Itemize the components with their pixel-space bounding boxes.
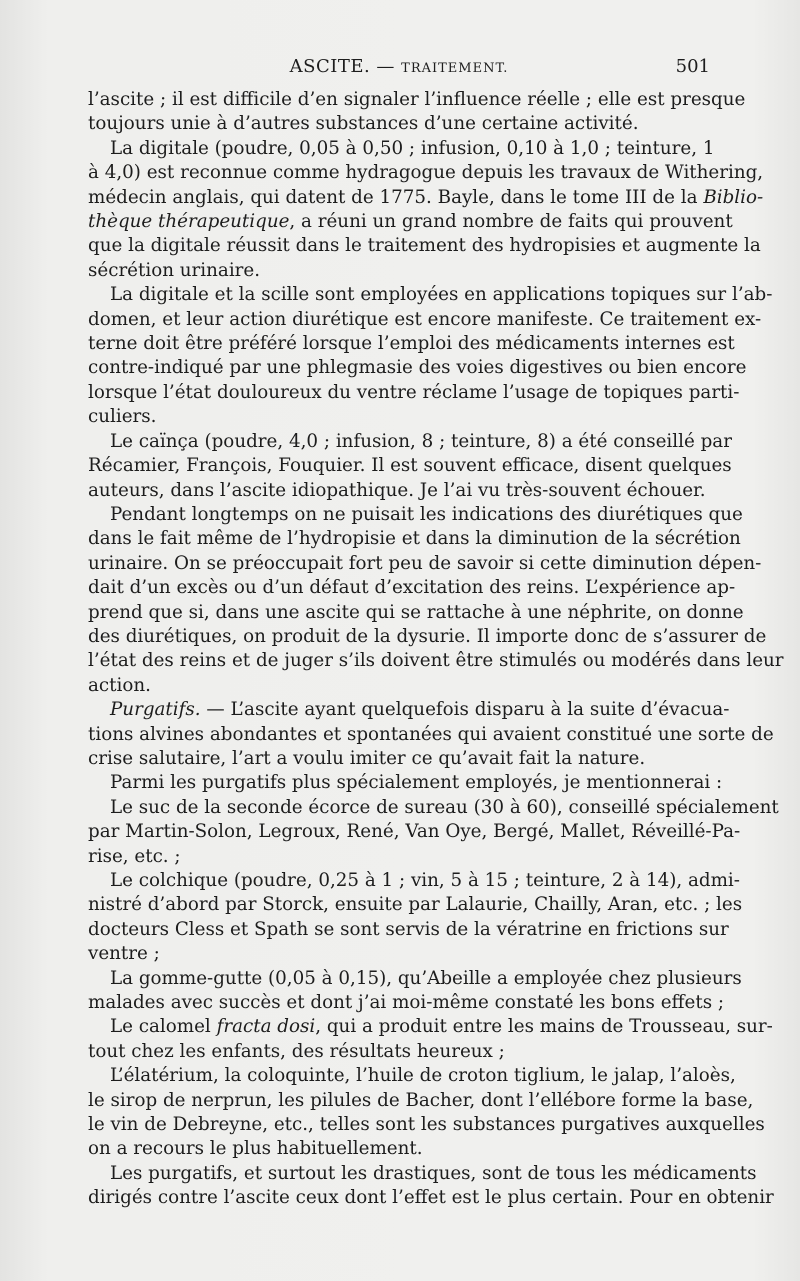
paragraph [88, 137, 764, 283]
paragraph [88, 430, 732, 503]
running-title-section: TRAITEMENT. [401, 61, 509, 76]
text-line: tout chez les enfants, des résultats heureux ; [88, 1040, 505, 1062]
text-line: médecin anglais, qui datent de 1775. Bayle, dans le tome III de la Biblio- [88, 186, 764, 208]
running-title [88, 56, 710, 77]
text-line: rise, etc. ; [88, 845, 181, 867]
text-line: Parmi les purgatifs plus spécialement employés, je mentionnerai : [110, 772, 723, 794]
paragraph [88, 503, 784, 698]
body-text [88, 88, 784, 1211]
text-line: le sirop de nerprun, les pilules de Bacher, dont l’ellébore forme la base, [88, 1089, 754, 1111]
text-line: culiers. [88, 406, 157, 428]
text-line: Les purgatifs, et surtout les drastiques, sont de tous les médicaments [110, 1162, 757, 1184]
paragraph [88, 1015, 773, 1064]
text-line: Récamier, François, Fouquier. Il est souvent efficace, disent quelques [88, 455, 732, 477]
text-line: terne doit être préféré lorsque l’emploi des médicaments internes est [88, 333, 735, 355]
text-line: sécrétion urinaire. [88, 259, 261, 281]
paragraph [88, 771, 723, 795]
page-number: 501 [675, 56, 710, 77]
text-line: thèque thérapeutique, a réuni un grand nombre de faits qui prouvent [88, 211, 733, 233]
text-line: prend que si, dans une ascite qui se rattache à une néphrite, on donne [88, 601, 744, 623]
text-line: Purgatifs. — L’ascite ayant quelquefois disparu à la suite d’évacua- [110, 699, 730, 721]
text-line: l’ascite ; il est difficile d’en signaler l’influence réelle ; elle est presque [88, 89, 746, 110]
text-line: dans le fait même de l’hydropisie et dans la diminution de la sécrétion [88, 528, 741, 550]
text-line: docteurs Cless et Spath se sont servis de la vératrine en frictions sur [88, 918, 729, 940]
running-title-main: ASCITE. — [289, 56, 402, 77]
text-line: tions alvines abondantes et spontanées qui avaient constitué une sorte de [88, 723, 774, 745]
text-line: auteurs, dans l’ascite idiopathique. Je l’ai vu très-souvent échouer. [88, 479, 706, 501]
text-line: Le calomel fracta dosi, qui a produit entre les mains de Trousseau, sur- [110, 1016, 773, 1038]
text-line: action. [88, 674, 151, 696]
running-header [88, 56, 710, 82]
paragraph [88, 967, 742, 1016]
text-line: à 4,0) est reconnue comme hydragogue depuis les travaux de Withering, [88, 162, 764, 184]
text-line: l’état des reins et de juger s’ils doivent être stimulés ou modérés dans leur [88, 650, 784, 672]
paragraph [88, 869, 743, 967]
paragraph [88, 796, 779, 869]
text-line: on a recours le plus habituellement. [88, 1138, 423, 1160]
text-line: domen, et leur action diurétique est encore manifeste. Ce traitement ex- [88, 308, 762, 330]
text-line: dirigés contre l’ascite ceux dont l’effet est le plus certain. Pour en obtenir [88, 1187, 774, 1209]
text-line: La gomme-gutte (0,05 à 0,15), qu’Abeille a employée chez plusieurs [110, 967, 742, 989]
paragraph [88, 1064, 765, 1162]
text-line: La digitale (poudre, 0,05 à 0,50 ; infusion, 0,10 à 1,0 ; teinture, 1 [110, 137, 715, 159]
text-line: La digitale et la scille sont employées en applications topiques sur l’ab- [110, 284, 773, 306]
text-line: des diurétiques, on produit de la dysurie. Il importe donc de s’assurer de [88, 625, 767, 647]
text-line: malades avec succès et dont j’ai moi-même constaté les bons effets ; [88, 992, 725, 1014]
text-line: lorsque l’état douloureux du ventre réclame l’usage de topiques parti- [88, 381, 740, 403]
text-line: urinaire. On se préoccupait fort peu de savoir si cette diminution dépen- [88, 552, 762, 574]
text-line: dait d’un excès ou d’un défaut d’excitation des reins. L’expérience ap- [88, 577, 736, 599]
paragraph [88, 283, 773, 429]
paragraph [88, 698, 774, 771]
text-line: contre-indiqué par une phlegmasie des voies digestives ou bien encore [88, 357, 747, 379]
text-line: le vin de Debreyne, etc., telles sont les substances purgatives auxquelles [88, 1114, 765, 1136]
text-line: Le colchique (poudre, 0,25 à 1 ; vin, 5 à 15 ; teinture, 2 à 14), admi- [110, 870, 740, 891]
paragraph [88, 1162, 774, 1211]
text-line: que la digitale réussit dans le traitement des hydropisies et augmente la [88, 235, 761, 257]
text-line: ventre ; [88, 943, 160, 965]
text-line: Pendant longtemps on ne puisait les indications des diurétiques que [110, 503, 743, 525]
text-line: crise salutaire, l’art a voulu imiter ce qu’avait fait la nature. [88, 747, 646, 769]
text-line: nistré d’abord par Storck, ensuite par Lalaurie, Chailly, Aran, etc. ; les [88, 894, 743, 916]
paragraph [88, 88, 746, 137]
text-line: toujours unie à d’autres substances d’une certaine activité. [88, 113, 639, 135]
text-line: Le caïnça (poudre, 4,0 ; infusion, 8 ; teinture, 8) a été conseillé par [110, 430, 732, 452]
text-line: L’élatérium, la coloquinte, l’huile de croton tiglium, le jalap, l’aloès, [110, 1065, 736, 1087]
text-line: par Martin-Solon, Legroux, René, Van Oye, Bergé, Mallet, Réveillé-Pa- [88, 821, 741, 843]
text-line: Le suc de la seconde écorce de sureau (30 à 60), conseillé spécialement [110, 796, 779, 818]
